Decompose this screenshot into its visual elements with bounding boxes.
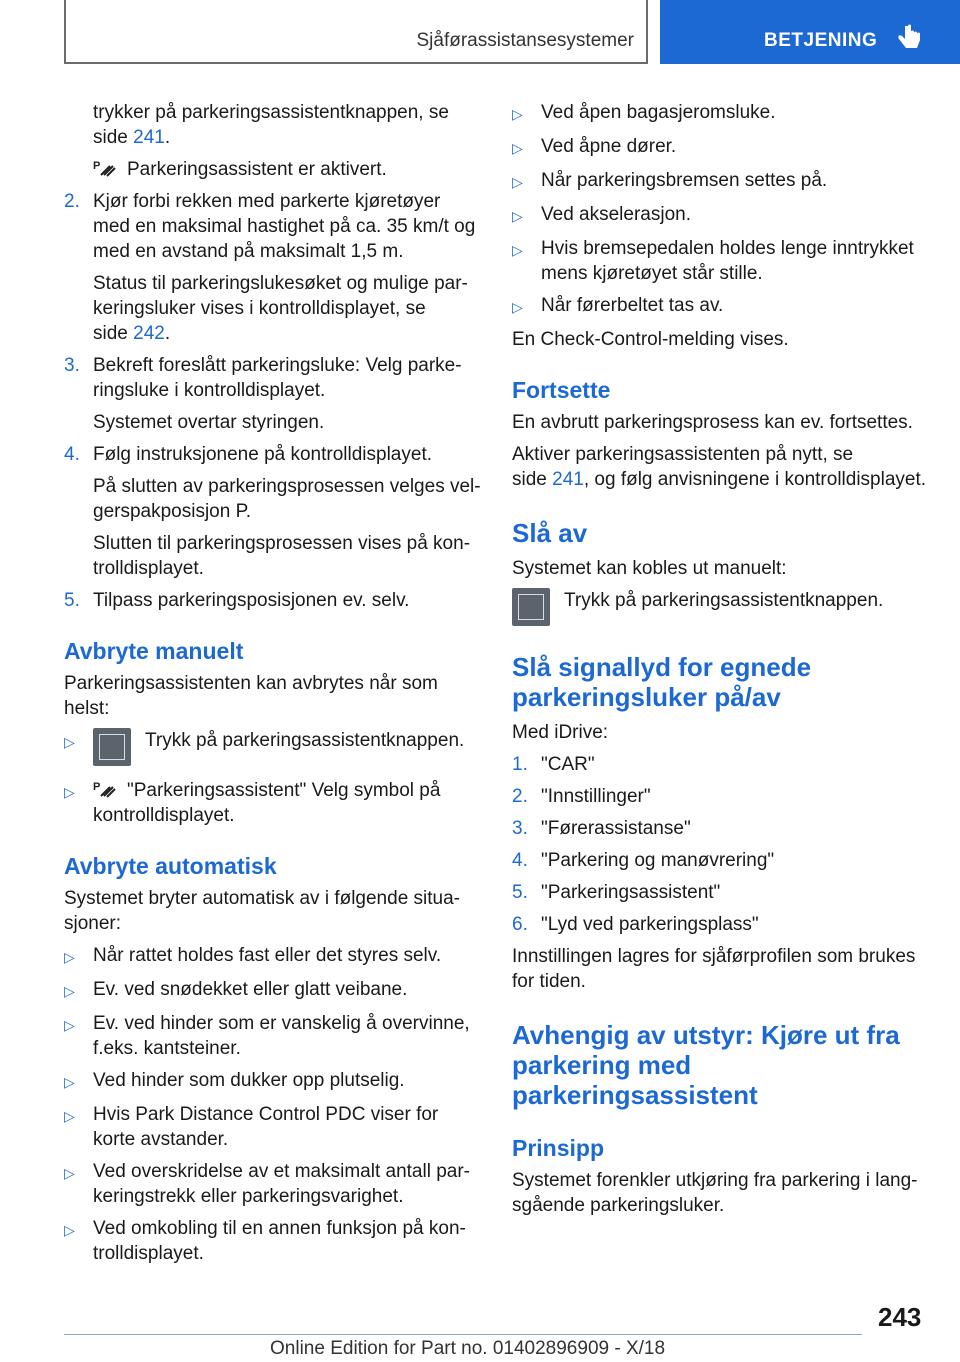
bullet-triangle-icon: ▷ [512,106,523,122]
step-number: 5. [512,882,528,903]
auto-bullet [512,202,932,229]
bullet-triangle-icon: ▷ [64,983,75,999]
continue-text-2 [512,442,932,492]
bullet-text: mens kjøretøyet står stille. [541,263,763,284]
bullet-triangle-icon: ▷ [64,1222,75,1238]
menu-step [512,784,932,809]
step-number: 2. [512,786,528,807]
step-2 [64,189,484,264]
bullet-triangle-icon: ▷ [64,734,75,750]
hand-pointer-icon [896,24,922,54]
para-text: sgående parkeringsluker. [512,1195,725,1216]
bullet-text: "Parkeringsassistent" Velg symbol på [127,780,441,801]
sub-text: trolldisplayet. [93,558,204,579]
bullet-triangle-icon: ▷ [64,949,75,965]
bullet-triangle-icon: ▷ [64,1108,75,1124]
heading-exit-parking [512,1020,932,1110]
sub-text: På slutten av parkeringsprosessen velges vel- [93,476,481,497]
section-title: Sjåførassistansesystemer [416,30,634,51]
step-text: ringsluke i kontrolldisplayet. [93,380,326,401]
bullet-text: Hvis bremsepedalen holdes lenge inntrykket [541,238,914,259]
sub-text: . [164,323,171,344]
step-text: med en avstand på maksimalt 1,5 m. [93,241,404,262]
heading-line: Avhengig av utstyr: Kjøre ut fra [512,1020,900,1050]
para-text: side [512,469,553,490]
para-text: for tiden. [512,971,586,992]
sub-text: gerspakposisjon P. [93,501,252,522]
page-link-241[interactable]: 241 [552,469,584,490]
intro-line-2 [64,125,484,150]
bullet-text: keringstrekk eller parkeringsvarighet. [93,1186,404,1207]
check-control-text: En Check-Control-melding vises. [512,329,789,350]
right-column [512,100,932,1225]
step-text: "Innstillinger" [541,786,651,807]
step-text: "Lyd ved parkeringsplass" [541,914,759,935]
bullet-triangle-icon: ▷ [64,1165,75,1181]
auto-bullet [64,1011,484,1061]
menu-step [512,848,932,873]
intro-dot: . [164,127,171,148]
step-4-sub-1 [64,474,484,524]
heading-switch-off: Slå av [512,518,588,548]
page-link-241[interactable]: 241 [133,127,165,148]
parking-button-icon [512,588,550,626]
bullet-text: Ved åpen bagasjeromsluke. [541,102,776,123]
bullet-text: korte avstander. [93,1129,229,1150]
page-number: 243 [878,1302,922,1332]
para-text: Systemet forenkler utkjøring fra parkering i lang- [512,1170,918,1191]
step-2-sub [64,271,484,346]
auto-bullet [64,1216,484,1266]
bullet-triangle-icon: ▷ [512,140,523,156]
bullet-text: Hvis Park Distance Control PDC viser for [93,1104,439,1125]
heading-principle: Prinsipp [512,1135,605,1161]
bullet-text: Ved hinder som dukker opp plutselig. [93,1070,405,1091]
step-number: 5. [64,590,80,611]
para-text: Systemet bryter automatisk av i følgende situa- [64,888,460,909]
footer-divider [64,1334,862,1335]
parking-button-icon [93,728,131,766]
page-link-242[interactable]: 242 [133,323,165,344]
left-column [64,100,484,1273]
bullet-text: Når rattet holdes fast eller det styres selv. [93,945,442,966]
heading-line: parkeringsassistent [512,1080,758,1110]
sub-text: keringsluker vises i kontrolldisplayet, se [93,298,426,319]
step-5 [64,588,484,613]
svg-text:P: P [93,781,101,793]
idrive-text: Med iDrive: [512,722,609,743]
auto-bullet [512,293,932,320]
active-note [64,157,484,182]
intro-side: side [93,127,134,148]
parking-assistant-icon [93,158,119,178]
step-number: 3. [512,818,528,839]
heading-cancel-auto: Avbryte automatisk [64,853,277,879]
step-text: "Parkeringsassistent" [541,882,721,903]
bullet-triangle-icon: ▷ [512,208,523,224]
svg-text:P: P [93,160,101,172]
bullet-text: kontrolldisplayet. [93,805,235,826]
step-4-sub-2 [64,531,484,581]
parking-assistant-icon [93,779,119,799]
off-instruction-text: Trykk på parkeringsassistentknappen. [564,590,884,611]
step-number: 4. [64,444,80,465]
menu-step [512,816,932,841]
tab-betjening[interactable] [660,0,960,64]
step-text: Følg instruksjonene på kontrolldisplayet. [93,444,433,465]
auto-bullet [512,168,932,195]
intro-line-1: trykker på parkeringsassistentknappen, se [93,102,449,123]
bullet-text: Ev. ved hinder som er vanskelig å overvinne, [93,1013,470,1034]
bullet-text: Ved åpne dører. [541,136,677,157]
step-text: Bekreft foreslått parkeringsluke: Velg parke- [93,355,462,376]
para-text: Parkeringsassistenten kan avbrytes når som [64,673,438,694]
continue-text-1: En avbrutt parkeringsprosess kan ev. fortsettes. [512,412,913,433]
bullet-triangle-icon: ▷ [512,174,523,190]
step-text: "Førerassistanse" [541,818,691,839]
off-instruction [512,588,932,626]
para-text: sjoner: [64,913,122,934]
para-text: Aktiver parkeringsassistenten på nytt, se [512,444,854,465]
heading-line: parkeringsluker på/av [512,682,781,712]
menu-step [512,752,932,777]
menu-step [512,880,932,905]
heading-signal [512,652,932,712]
heading-line: parkering med [512,1050,692,1080]
sub-text: Slutten til parkeringsprosessen vises på kon- [93,533,471,554]
bullet-text: f.eks. kantsteiner. [93,1038,241,1059]
auto-bullet [512,134,932,161]
para-text: Innstillingen lagres for sjåførprofilen som brukes [512,946,916,967]
bullet-text: Trykk på parkeringsassistentknappen. [145,730,465,751]
bullet-triangle-icon: ▷ [512,299,523,315]
off-text: Systemet kan kobles ut manuelt: [512,558,787,579]
auto-bullet [512,100,932,127]
auto-bullet [64,1102,484,1152]
active-note-text: Parkeringsassistent er aktivert. [127,159,387,180]
step-text: med en maksimal hastighet på ca. 35 km/t og [93,216,476,237]
step-text: "Parkering og manøvrering" [541,850,775,871]
step-text: Tilpass parkeringsposisjonen ev. selv. [93,590,410,611]
menu-step [512,912,932,937]
sub-text: side [93,323,134,344]
manual-text [64,671,484,721]
bullet-text: Ved omkobling til en annen funksjon på kon- [93,1218,466,1239]
bullet-triangle-icon: ▷ [64,1074,75,1090]
manual-bullet-2 [64,778,484,828]
para-text: , og følg anvisningene i kontrolldisplayet. [583,469,927,490]
saved-text [512,944,932,994]
edition-text: Online Edition for Part no. 01402896909 - X/18 [270,1338,666,1359]
auto-text [64,886,484,936]
heading-line: Slå signallyd for egnede [512,652,812,682]
auto-bullet [64,943,484,970]
auto-bullet [64,1159,484,1209]
step-number: 6. [512,914,528,935]
step-4 [64,442,484,467]
bullet-text: Når parkeringsbremsen settes på. [541,170,828,191]
heading-continue: Fortsette [512,377,611,403]
step-number: 1. [512,754,528,775]
sub-text: Status til parkeringslukesøket og mulige par- [93,273,468,294]
step-number: 2. [64,191,80,212]
header-box [64,0,648,64]
manual-bullet-1 [64,728,484,766]
tab-label: BETJENING [764,30,878,51]
bullet-triangle-icon: ▷ [64,1017,75,1033]
step-3 [64,353,484,403]
auto-bullet [64,977,484,1004]
auto-bullet [64,1068,484,1095]
step-3-sub: Systemet overtar styringen. [93,412,325,433]
step-number: 4. [512,850,528,871]
para-text: helst: [64,698,110,719]
bullet-text: Ved akselerasjon. [541,204,691,225]
bullet-triangle-icon: ▷ [64,784,75,800]
bullet-text: trolldisplayet. [93,1243,204,1264]
step-text: "CAR" [541,754,595,775]
bullet-triangle-icon: ▷ [512,242,523,258]
auto-bullet [512,236,932,286]
step-number: 3. [64,355,80,376]
step-text: Kjør forbi rekken med parkerte kjøretøyer [93,191,441,212]
bullet-text: Ev. ved snødekket eller glatt veibane. [93,979,408,1000]
principle-text [512,1168,932,1218]
footer-edition [270,1338,665,1360]
bullet-text: Ved overskridelse av et maksimalt antall par- [93,1161,470,1182]
bullet-text: Når førerbeltet tas av. [541,295,724,316]
heading-cancel-manual: Avbryte manuelt [64,638,244,664]
